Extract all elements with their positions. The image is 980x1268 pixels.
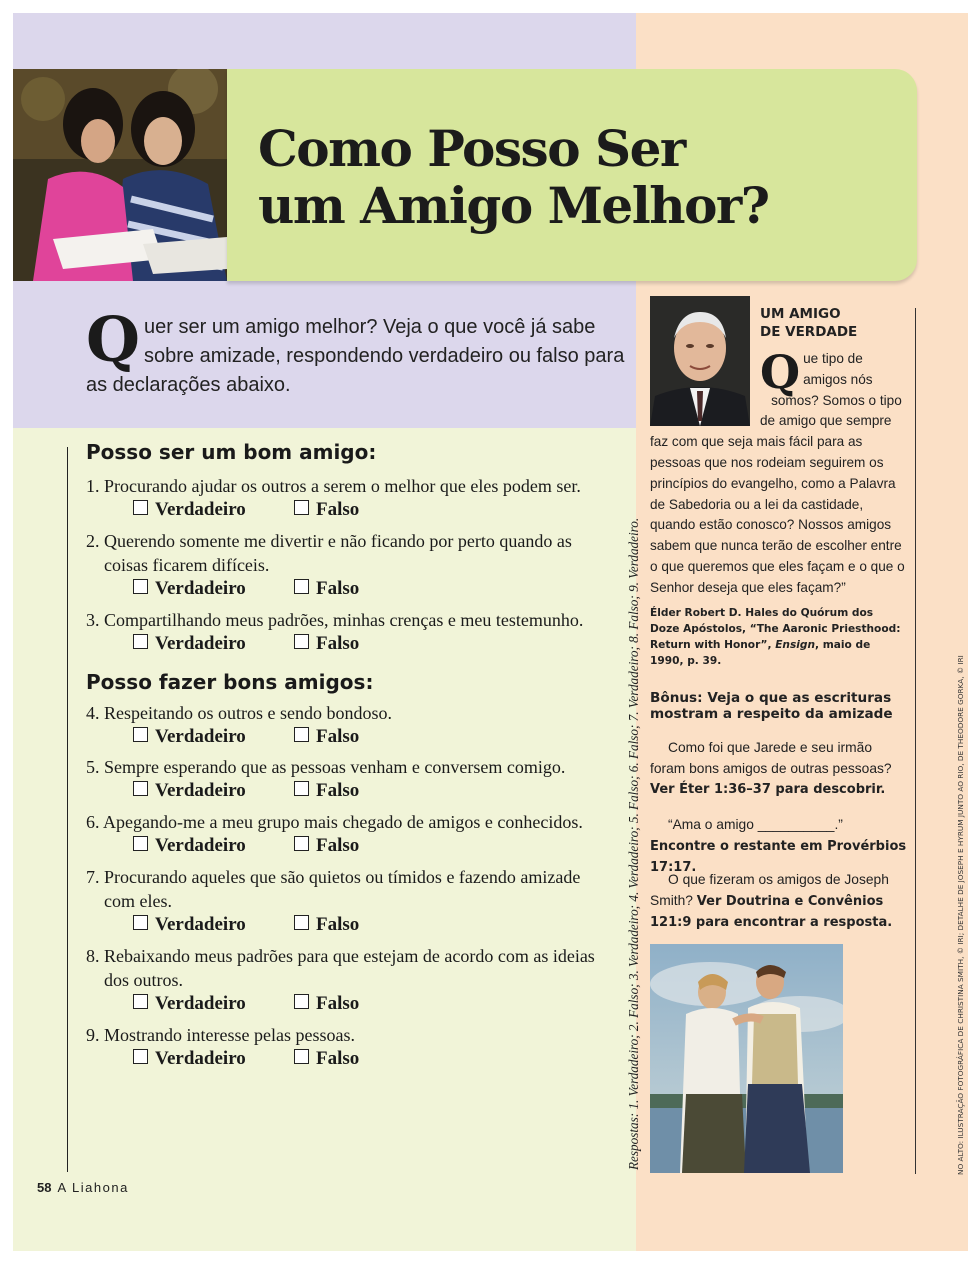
- false-label: Falso: [316, 1048, 360, 1069]
- quiz-item: [86, 810, 606, 858]
- quiz-statement: 2. Querendo somente me divertir e não ficando por perto quando as coisas ficarem difíceis.: [86, 531, 572, 575]
- quote-line: ue tipo de: [803, 351, 863, 366]
- bonus-reference: Encontre o restante em Provérbios 17:17.: [650, 838, 907, 875]
- true-option[interactable]: [133, 498, 294, 522]
- false-option[interactable]: [294, 779, 359, 803]
- quiz-statement: 9. Mostrando interesse pelas pessoas.: [86, 1025, 355, 1045]
- joseph-hyrum-painting: [650, 944, 843, 1173]
- false-label: Falso: [316, 835, 360, 856]
- false-option[interactable]: [294, 498, 359, 522]
- true-option[interactable]: [133, 779, 294, 803]
- true-option[interactable]: [133, 577, 294, 601]
- checkbox[interactable]: [294, 836, 309, 851]
- false-option[interactable]: [294, 725, 359, 749]
- section-heading: Posso fazer bons amigos:: [86, 670, 374, 694]
- quote-indent: [760, 345, 906, 432]
- title-line-2: um Amigo Melhor?: [258, 176, 769, 235]
- true-option[interactable]: [133, 1047, 294, 1071]
- left-divider: [67, 447, 68, 1172]
- right-divider: [915, 308, 916, 1174]
- citation-text: Élder Robert D. Hales do Quórum dos Doze Apóstolos, “The Aaronic Priesthood: Return with Honor”,: [650, 607, 901, 651]
- false-option[interactable]: [294, 834, 359, 858]
- quote-line: somos? Somos o tipo: [771, 392, 902, 408]
- false-option[interactable]: [294, 577, 359, 601]
- quiz-statement: 3. Compartilhando meus padrões, minhas crenças e meu testemunho.: [86, 610, 584, 630]
- quiz-item: [86, 529, 606, 601]
- false-label: Falso: [316, 726, 360, 747]
- quiz-item: [86, 608, 606, 656]
- true-option[interactable]: [133, 632, 294, 656]
- answer-options: [86, 913, 606, 937]
- quote-line: de amigo que sempre: [760, 413, 892, 429]
- page-title: [258, 120, 898, 234]
- checkbox[interactable]: [294, 1049, 309, 1064]
- bonus-paragraph: [650, 815, 908, 879]
- checkbox[interactable]: [294, 727, 309, 742]
- bonus-question: “Ama o amigo __________.”: [668, 817, 843, 832]
- answer-options: [86, 498, 606, 522]
- false-option[interactable]: [294, 992, 359, 1016]
- section-heading: Posso ser um bom amigo:: [86, 440, 377, 464]
- page-number: 58: [37, 1180, 52, 1195]
- true-label: Verdadeiro: [155, 914, 246, 935]
- true-option[interactable]: [133, 913, 294, 937]
- answer-options: [86, 779, 606, 803]
- checkbox[interactable]: [133, 994, 148, 1009]
- quiz-item: [86, 755, 606, 803]
- true-option[interactable]: [133, 834, 294, 858]
- checkbox[interactable]: [133, 1049, 148, 1064]
- checkbox[interactable]: [133, 781, 148, 796]
- true-label: Verdadeiro: [155, 835, 246, 856]
- bonus-paragraph: [650, 738, 908, 801]
- page-footer: [37, 1180, 129, 1195]
- elder-quote: [650, 345, 906, 599]
- quiz-statement: 8. Rebaixando meus padrões para que estejam de acordo com as ideias dos outros.: [86, 946, 595, 990]
- intro-text: uer ser um amigo melhor? Veja o que você já sabe sobre amizade, respondendo verdadeiro ou falso para as declarações abaixo.: [86, 316, 625, 396]
- checkbox[interactable]: [294, 994, 309, 1009]
- checkbox[interactable]: [133, 727, 148, 742]
- true-label: Verdadeiro: [155, 1048, 246, 1069]
- bonus-question: O que fizeram os amigos de Joseph Smith?: [650, 872, 889, 908]
- bonus-question: Como foi que Jarede e seu irmão foram bons amigos de outras pessoas?: [650, 740, 892, 776]
- checkbox[interactable]: [133, 634, 148, 649]
- sidebar-heading: [760, 305, 910, 341]
- title-line-1: Como Posso Ser: [258, 119, 685, 178]
- quiz-statement: 7. Procurando aqueles que são quietos ou tímidos e fazendo amizade com eles.: [86, 867, 581, 911]
- answer-key: Respostas: 1. Verdadeiro; 2. Falso; 3. Verdadeiro; 4. Verdadeiro; 5. Falso; 6. Falso; 7. Verdadeiro; 8. Falso; 9. Verdadeiro.: [626, 517, 641, 1170]
- false-label: Falso: [316, 578, 360, 599]
- quiz-statement: 4. Respeitando os outros e sendo bondoso.: [86, 703, 392, 723]
- checkbox[interactable]: [133, 836, 148, 851]
- true-label: Verdadeiro: [155, 499, 246, 520]
- intro-paragraph: [86, 303, 626, 400]
- quiz-item: [86, 1023, 606, 1071]
- quote-citation: [650, 605, 906, 669]
- quiz-statement: 1. Procurando ajudar os outros a serem o melhor que eles podem ser.: [86, 476, 581, 496]
- false-option[interactable]: [294, 913, 359, 937]
- quiz: [86, 440, 606, 1071]
- answer-options: [86, 1047, 606, 1071]
- citation-publication: Ensign: [775, 639, 816, 651]
- magazine-name: A Liahona: [57, 1180, 129, 1195]
- true-label: Verdadeiro: [155, 780, 246, 801]
- quote-line: amigos nós: [803, 371, 873, 387]
- false-option[interactable]: [294, 1047, 359, 1071]
- checkbox[interactable]: [133, 915, 148, 930]
- checkbox[interactable]: [294, 500, 309, 515]
- bonus-reference: Ver Doutrina e Convênios 121:9 para encontrar a resposta.: [650, 893, 893, 930]
- true-option[interactable]: [133, 725, 294, 749]
- bonus-reference: Ver Éter 1:36–37 para descobrir.: [650, 782, 886, 797]
- quote-dropcap: Q: [760, 345, 801, 399]
- true-label: Verdadeiro: [155, 578, 246, 599]
- quiz-item: [86, 944, 606, 1016]
- true-option[interactable]: [133, 992, 294, 1016]
- citation-date: , maio de 1990, p. 39.: [650, 639, 871, 667]
- checkbox[interactable]: [294, 915, 309, 930]
- answer-options: [86, 834, 606, 858]
- bonus-paragraph: [650, 870, 908, 934]
- quiz-item: [86, 474, 606, 522]
- false-label: Falso: [316, 499, 360, 520]
- quiz-statement: 5. Sempre esperando que as pessoas venham e conversem comigo.: [86, 757, 566, 777]
- quiz-statement: 6. Apegando-me a meu grupo mais chegado de amigos e conhecidos.: [86, 812, 583, 832]
- sidebar-heading-line-1: UM AMIGO: [760, 306, 841, 322]
- checkbox[interactable]: [294, 781, 309, 796]
- quiz-item: [86, 865, 606, 937]
- sidebar-heading-line-2: DE VERDADE: [760, 324, 858, 340]
- checkbox[interactable]: [294, 579, 309, 594]
- photo-credit: NO ALTO: ILUSTRAÇÃO FOTOGRÁFICA DE CHRISTINA SMITH, © IRI; DETALHE DE JOSEPH E HYRUM JUNTO AO RIO, DE THEODORE GORKA, © IRI: [956, 655, 965, 1175]
- quote-body: faz com que seja mais fácil para as pessoas que nos rodeiam seguirem os princípios do evangelho, como a Palavra de Sabedoria ou a lei da castidade, quando estão conosco? Nossos amigos sabem que nunca terão de escolher entre o que queremos que eles façam e o que o Senhor deseja que eles façam?”: [650, 434, 905, 595]
- intro-dropcap: Q: [86, 303, 141, 376]
- checkbox[interactable]: [133, 579, 148, 594]
- bonus-heading: Bônus: Veja o que as escrituras mostram a respeito da amizade: [650, 690, 893, 722]
- true-label: Verdadeiro: [155, 633, 246, 654]
- answer-options: [86, 725, 606, 749]
- false-label: Falso: [316, 993, 360, 1014]
- true-label: Verdadeiro: [155, 726, 246, 747]
- false-label: Falso: [316, 780, 360, 801]
- checkbox[interactable]: [133, 500, 148, 515]
- answer-options: [86, 992, 606, 1016]
- quiz-item: [86, 701, 606, 749]
- answer-options: [86, 577, 606, 601]
- checkbox[interactable]: [294, 634, 309, 649]
- girls-reading-photo: [13, 69, 227, 281]
- true-label: Verdadeiro: [155, 993, 246, 1014]
- false-label: Falso: [316, 914, 360, 935]
- false-option[interactable]: [294, 632, 359, 656]
- answer-options: [86, 632, 606, 656]
- false-label: Falso: [316, 633, 360, 654]
